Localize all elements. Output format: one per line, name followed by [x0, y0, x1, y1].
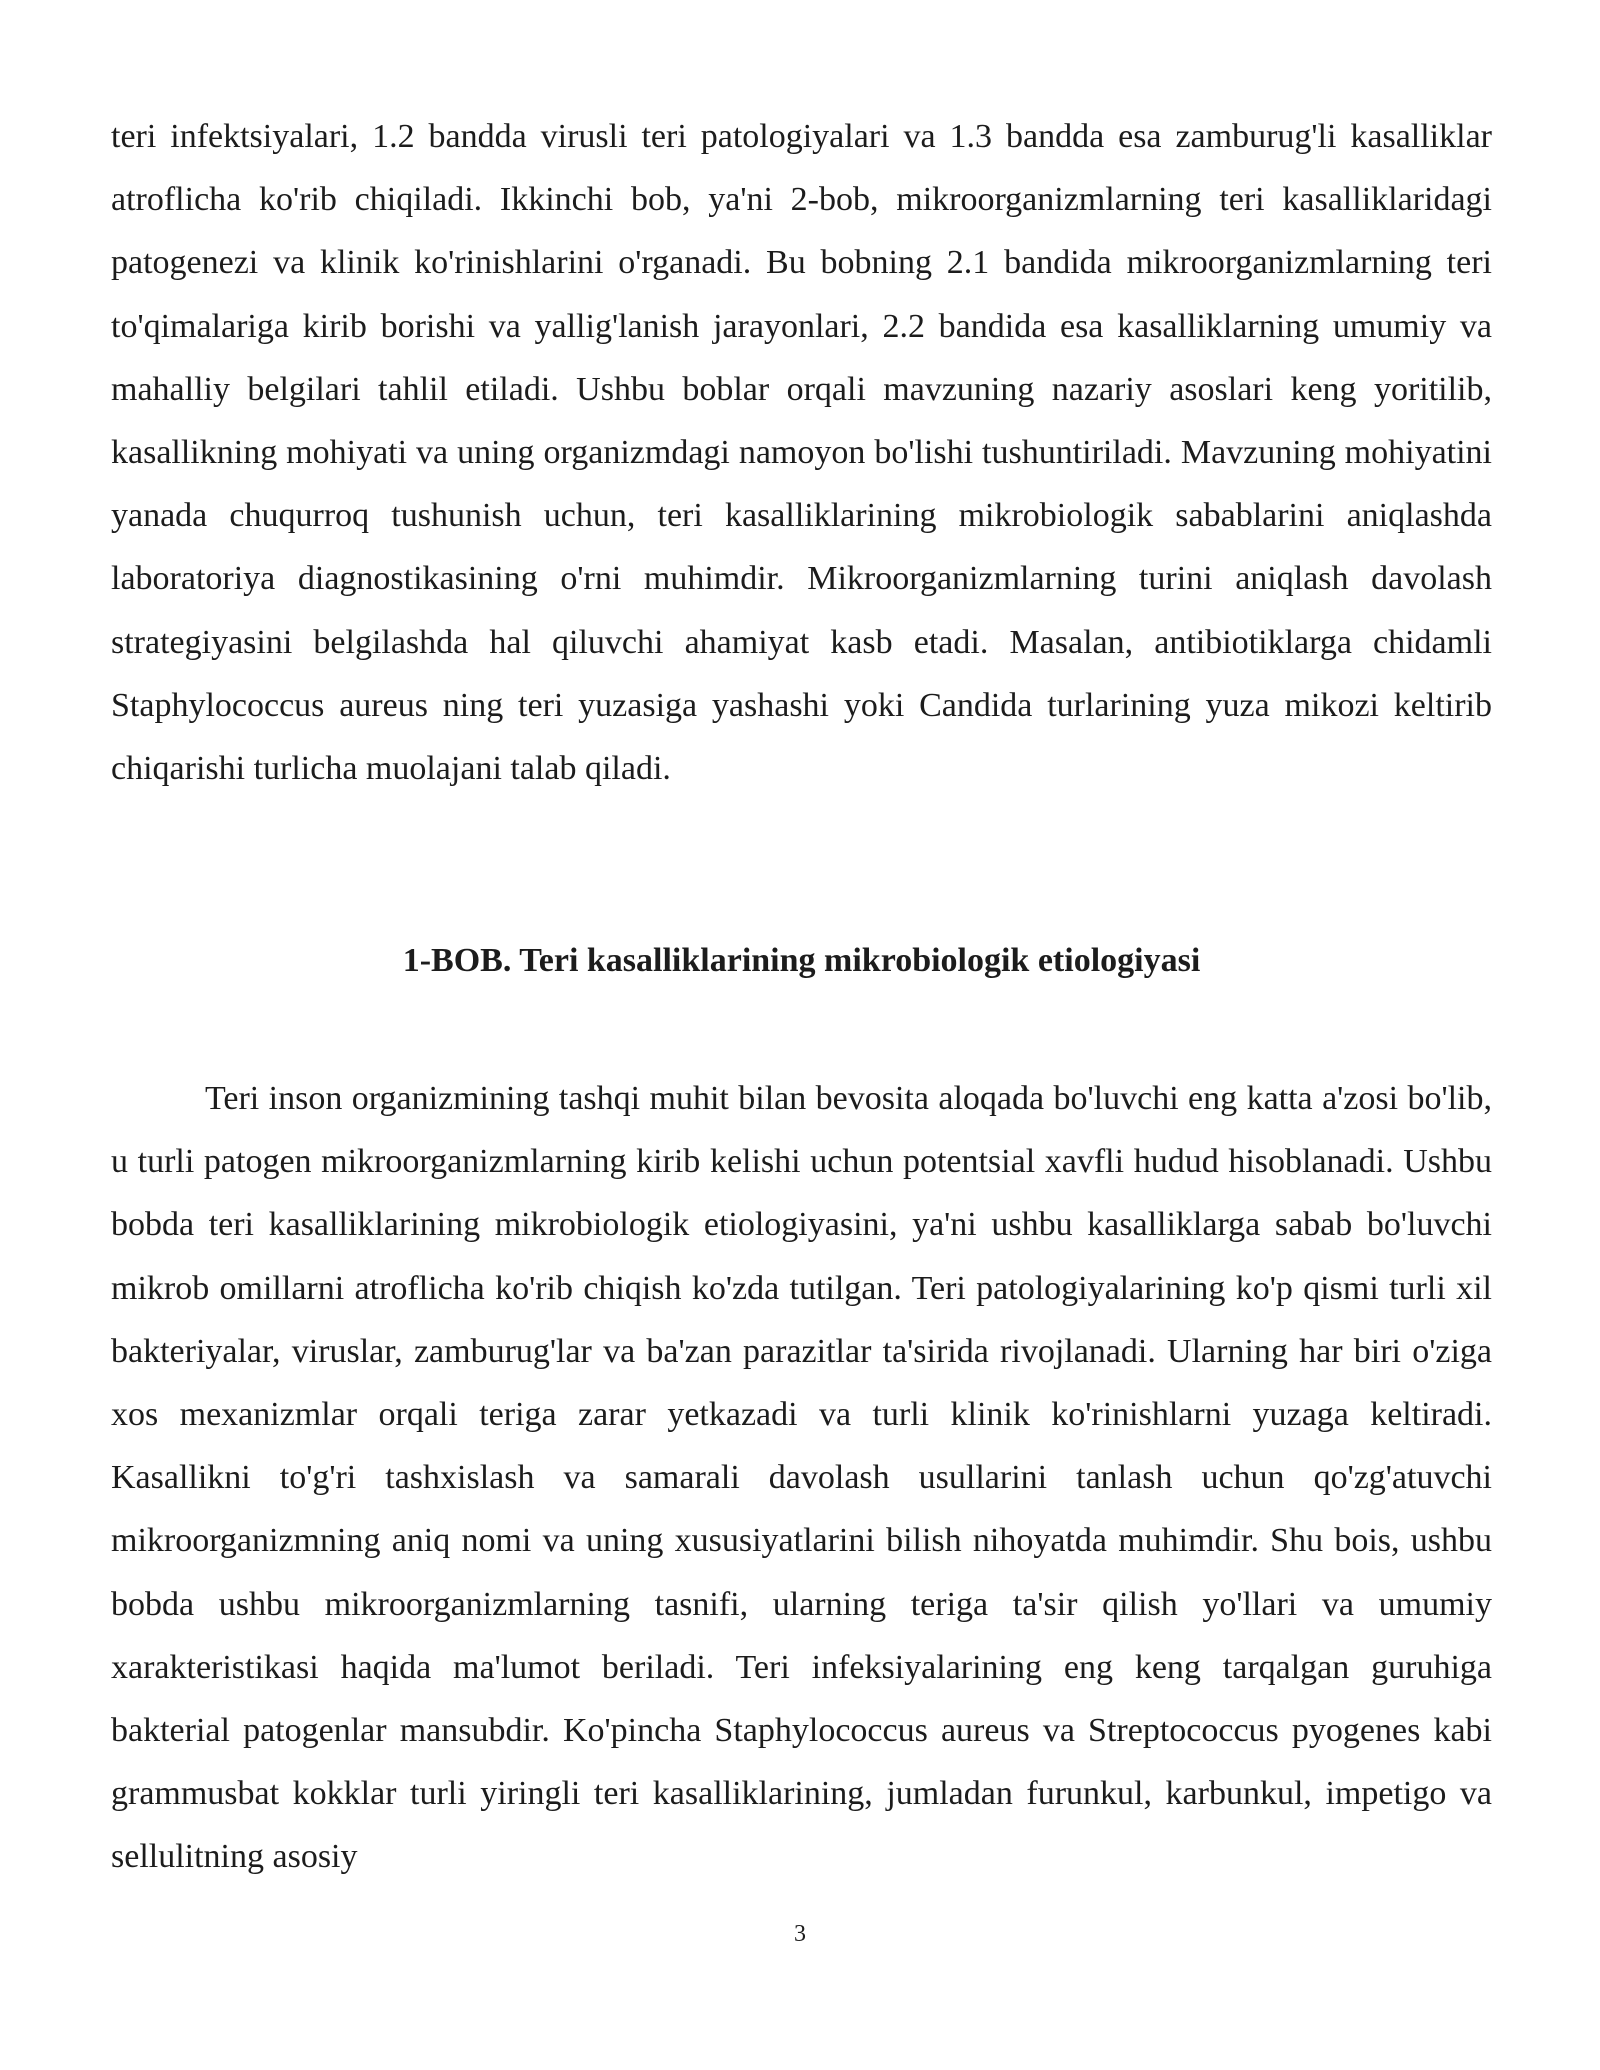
page-number: 3 [794, 1921, 806, 1947]
intro-paragraph: teri infektsiyalari, 1.2 bandda virusli teri patologiyalari va 1.3 bandda esa zamburug'li kasalliklar atroflicha ko'rib chiqiladi. Ikkinchi bob, ya'ni 2-bob, mikroorganizmlarning teri kasalliklaridagi patogenezi va klinik ko'rinishlarini o'rganadi. Bu bobning 2.1 bandida mikroorganizmlarning teri to'qimalariga kirib borishi va yallig'lanish jarayonlari, 2.2 bandida esa kasalliklarning umumiy va mahalliy belgilari tahlil etiladi. Ushbu boblar orqali mavzuning nazariy asoslari keng yoritilib, kasallikning mohiyati va uning organizmdagi namoyon bo'lishi tushuntiriladi. Mavzuning mohiyatini yanada chuqurroq tushunish uchun, teri kasalliklarining mikrobiologik sabablarini aniqlashda laboratoriya diagnostikasining o'rni muhimdir. Mikroorganizmlarning turini aniqlash davolash strategiyasini belgilashda hal qiluvchi ahamiyat kasb etadi. Masalan, antibiotiklarga chidamli Staphylococcus aureus ning teri yuzasiga yashashi yoki Candida turlarining yuza mikozi keltirib chiqarishi turlicha muolajani talab qiladi. [111, 118, 1492, 788]
chapter-paragraph: Teri inson organizmining tashqi muhit bilan bevosita aloqada bo'luvchi eng katta a'zosi bo'lib, u turli patogen mikroorganizmlarning kirib kelishi uchun potentsial xavfli hudud hisoblanadi. Ushbu bobda teri kasalliklarining mikrobiologik etiologiyasini, ya'ni ushbu kasalliklarga sabab bo'luvchi mikrob omillarni atroflicha ko'rib chiqish ko'zda tutilgan. Teri patologiyalarining ko'p qismi turli xil bakteriyalar, viruslar, zamburug'lar va ba'zan parazitlar ta'sirida rivojlanadi. Ularning har biri o'ziga xos mexanizmlar orqali teriga zarar yetkazadi va turli klinik ko'rinishlarni yuzaga keltiradi. Kasallikni to'g'ri tashxislash va samarali davolash usullarini tanlash uchun qo'zg'atuvchi mikroorganizmning aniq nomi va uning xususiyatlarini bilish nihoyatda muhimdir. Shu bois, ushbu bobda ushbu mikroorganizmlarning tasnifi, ularning teriga ta'sir qilish yo'llari va umumiy xarakteristikasi haqida ma'lumot beriladi. Teri infeksiyalarining eng keng tarqalgan guruhiga bakterial patogenlar mansubdir. Ko'pincha Staphylococcus aureus va Streptococcus pyogenes kabi grammusbat kokklar turli yiringli teri kasalliklarining, jumladan furunkul, karbunkul, impetigo va sellulitning asosiy [111, 1080, 1492, 1876]
chapter-heading: 1-BOB. Teri kasalliklarining mikrobiologik etiologiyasi [402, 942, 1201, 979]
